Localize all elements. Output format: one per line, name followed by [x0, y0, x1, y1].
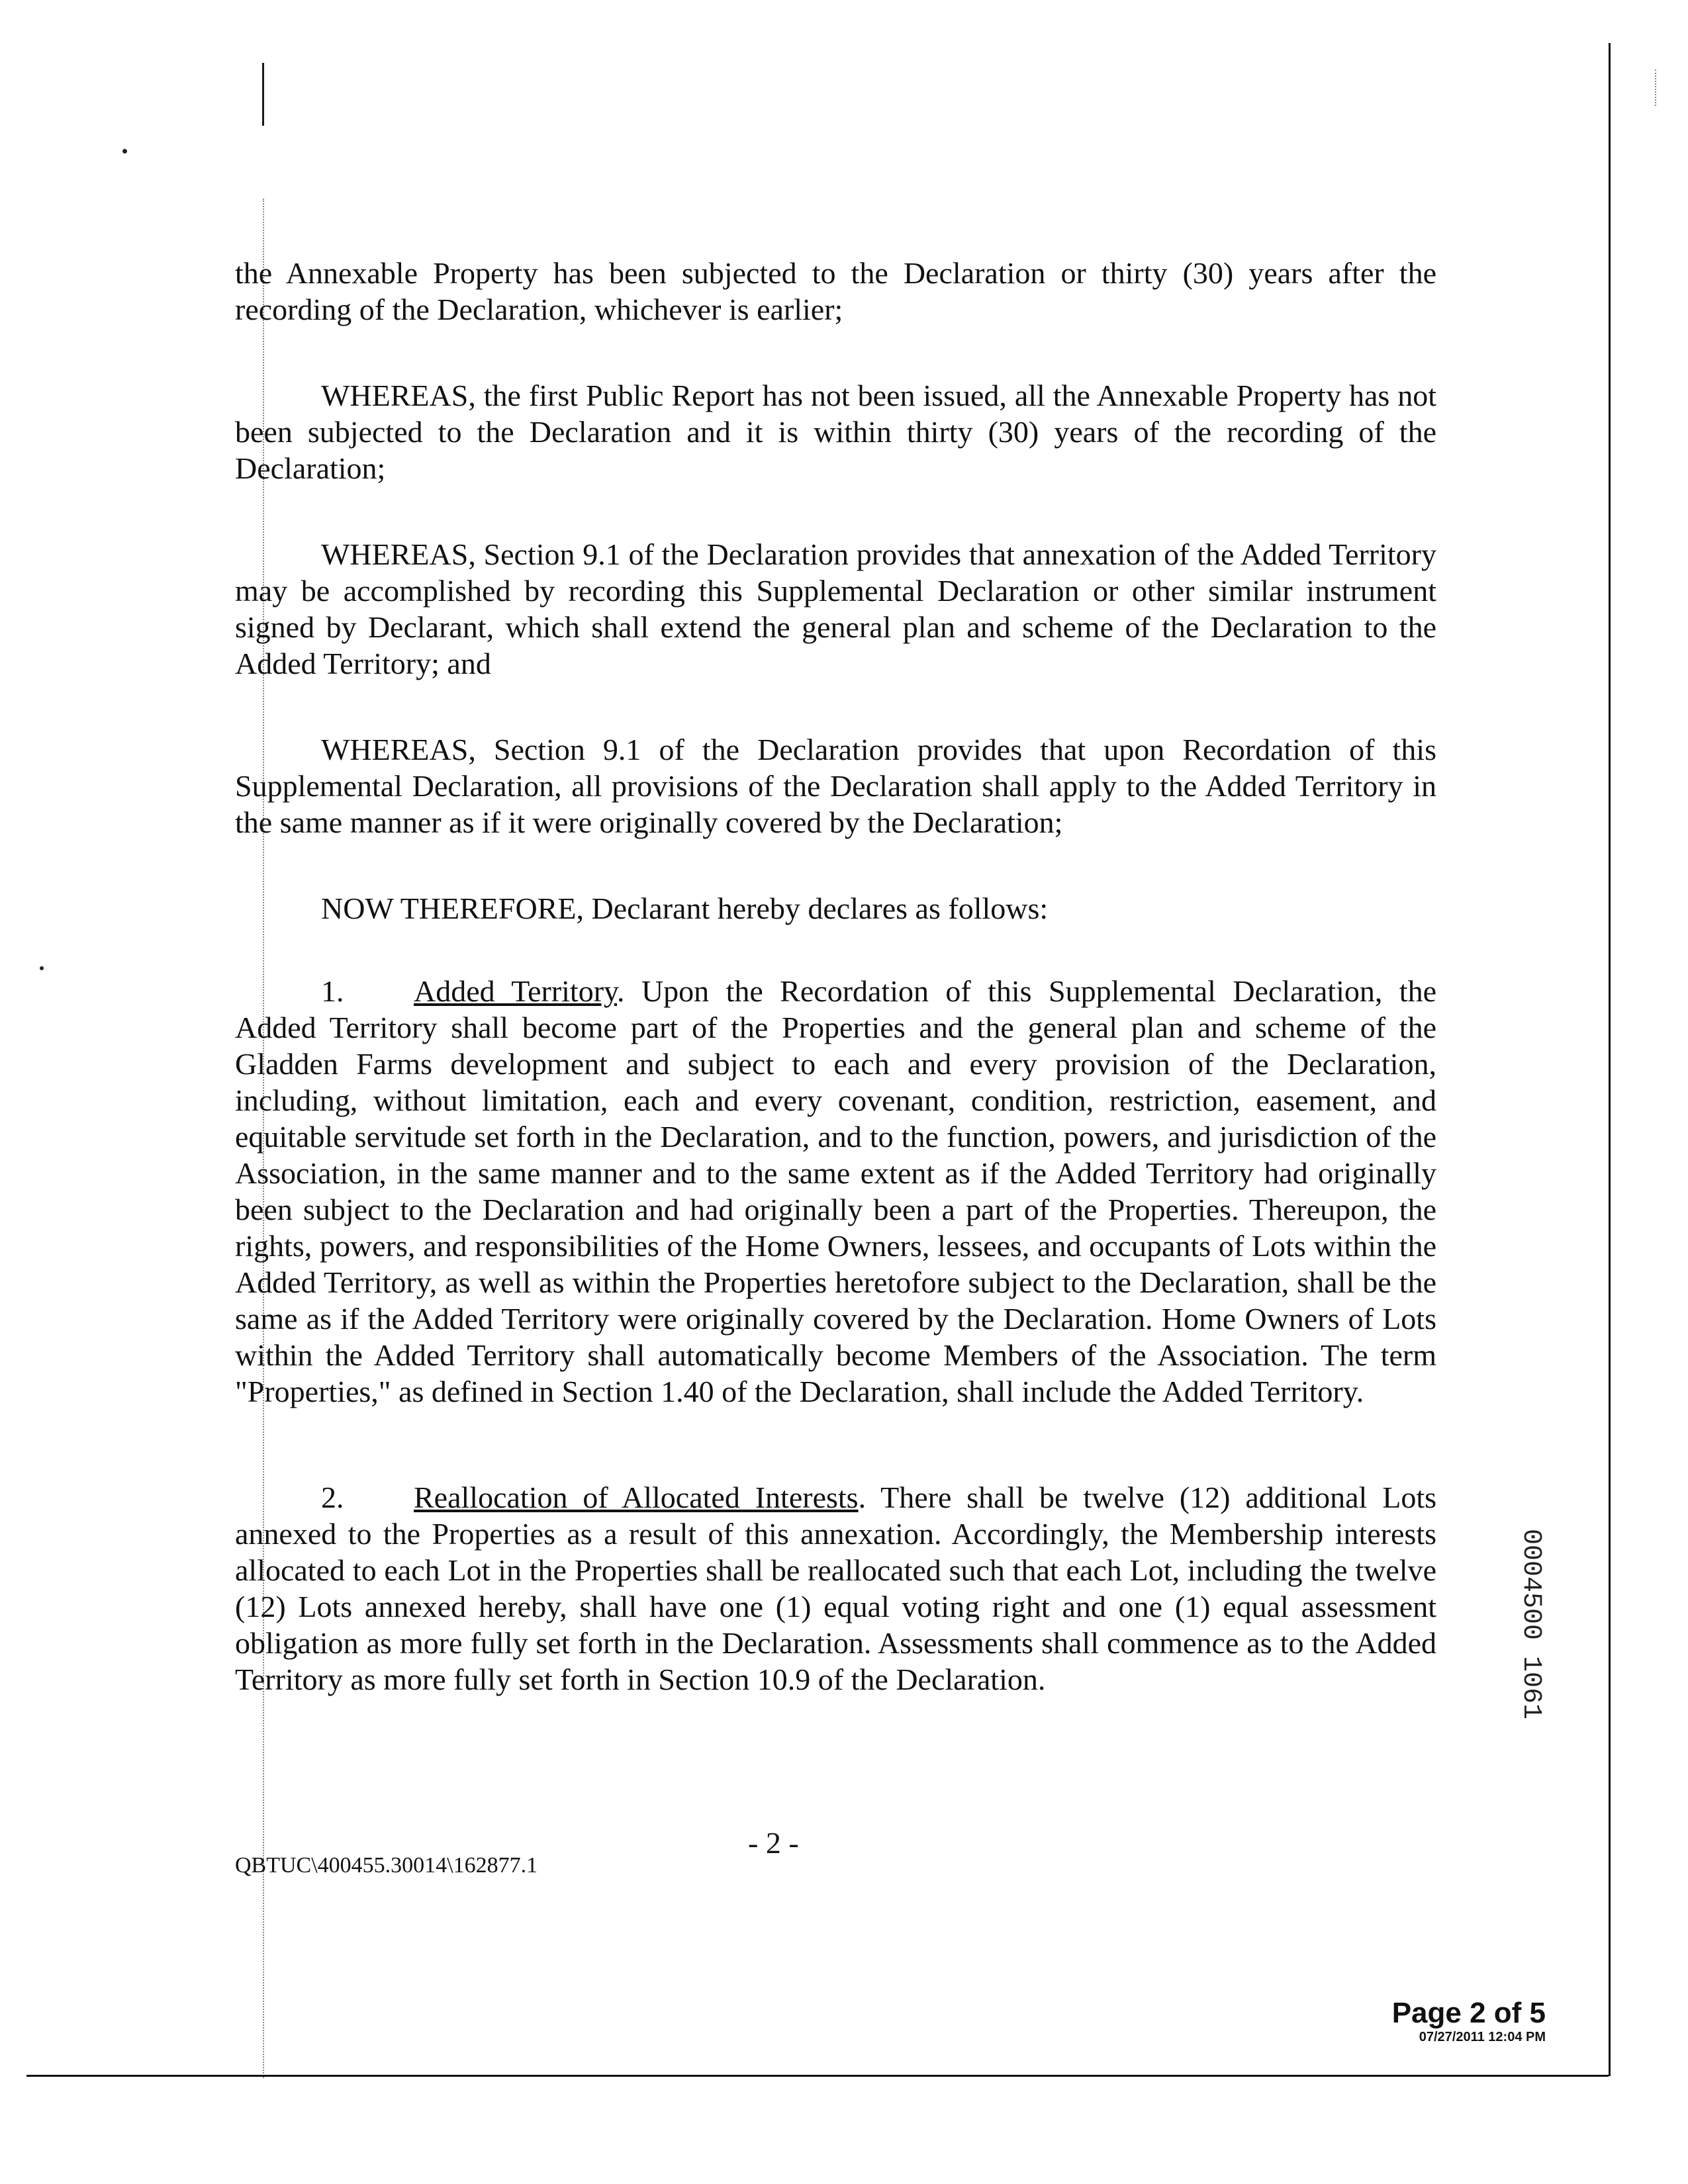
section-2 — [235, 1479, 1436, 1698]
recording-stamp — [1392, 1997, 1546, 2045]
page-number: - 2 - — [748, 1826, 799, 1860]
scan-speck — [40, 966, 44, 970]
document-reference: QBTUC\400455.30014\162877.1 — [235, 1853, 538, 1878]
paragraph-text: WHEREAS, the first Public Report has not been issued, all the Annexable Property has not been subjected to the Declaration and it is within thirty (30) years of the recording of the Declaration; — [235, 379, 1436, 485]
section-heading: Added Territory — [414, 974, 618, 1008]
paragraph-text: NOW THEREFORE, Declarant hereby declares as follows: — [321, 891, 1049, 925]
section-paragraph — [235, 973, 1436, 1410]
section-number: 1. — [321, 974, 344, 1008]
section-body: . There shall be twelve (12) additional Lots annexed to the Properties as a result of this annexation. Accordingly, the Membership interests allocated to each Lot in the Properties shall be reallocated such that each Lot, including the twelve (12) Lots annexed hereby, shall have one (1) equal voting right and one (1) equal assessment obligation as more fully set forth in the Declaration. Assessments shall commence as to the Added Territory as more fully set forth in Section 10.9 of the Declaration. — [235, 1480, 1437, 1696]
scan-artifact-line — [262, 63, 264, 126]
scan-speck — [122, 149, 127, 154]
paragraph-text: WHEREAS, Section 9.1 of the Declaration provides that annexation of the Added Territory may be accomplished by recording this Supplemental Declaration or other similar instrument signed by Declarant, which shall extend the general plan and scheme of the Declaration to the Added Territory; and — [235, 537, 1436, 680]
paragraph-text: WHEREAS, Section 9.1 of the Declaration provides that upon Recordation of this Supplemental Declaration, all provisions of the Declaration shall apply to the Added Territory in the same manner as if it were originally covered by the Declaration; — [235, 733, 1436, 839]
paragraph-text: the Annexable Property has been subjected to the Declaration or thirty (30) years after the recording of the Declaration, whichever is earlier; — [235, 256, 1436, 326]
section-number: 2. — [321, 1480, 344, 1514]
paragraph-whereas-2 — [235, 536, 1436, 682]
stamp-timestamp: 07/27/2011 12:04 PM — [1419, 2030, 1546, 2044]
section-heading: Reallocation of Allocated Interests — [414, 1480, 859, 1514]
page-bottom-line — [26, 2075, 1609, 2077]
section-paragraph — [235, 1479, 1436, 1698]
stamp-page-label: Page 2 of 5 — [1391, 1997, 1546, 2029]
section-1 — [235, 973, 1436, 1410]
paragraph-whereas-1 — [235, 377, 1436, 486]
paragraph-now-therefore — [235, 890, 1436, 927]
paragraph-continuation — [235, 255, 1436, 328]
section-body: . Upon the Recordation of this Supplemental Declaration, the Added Territory shall become part of the Properties and the general plan and scheme of the Gladden Farms development and subject to each and every provision of the Declaration, including, without limitation, each and every covenant, condition, restriction, easement, and equitable servitude set forth in the Declaration, and to the function, powers, and jurisdiction of the Association, in the same manner and to the same extent as if the Added Territory had originally been subject to the Declaration and had originally been a part of the Properties. Thereupon, the rights, powers, and responsibilities of the Home Owners, lessees, and occupants of Lots within the Added Territory, as well as within the Properties heretofore subject to the Declaration, shall be the same as if the Added Territory were originally covered by the Declaration. Home Owners of Lots within the Added Territory shall automatically become Members of the Association. The term "Properties," as defined in Section 1.40 of the Declaration, shall include the Added Territory. — [235, 974, 1436, 1408]
scan-artifact-dotted-line — [1655, 69, 1656, 106]
paragraph-whereas-3 — [235, 731, 1436, 841]
recorder-number: 0004500 1061 — [1516, 1529, 1546, 1720]
page-edge-line — [1609, 43, 1611, 2076]
